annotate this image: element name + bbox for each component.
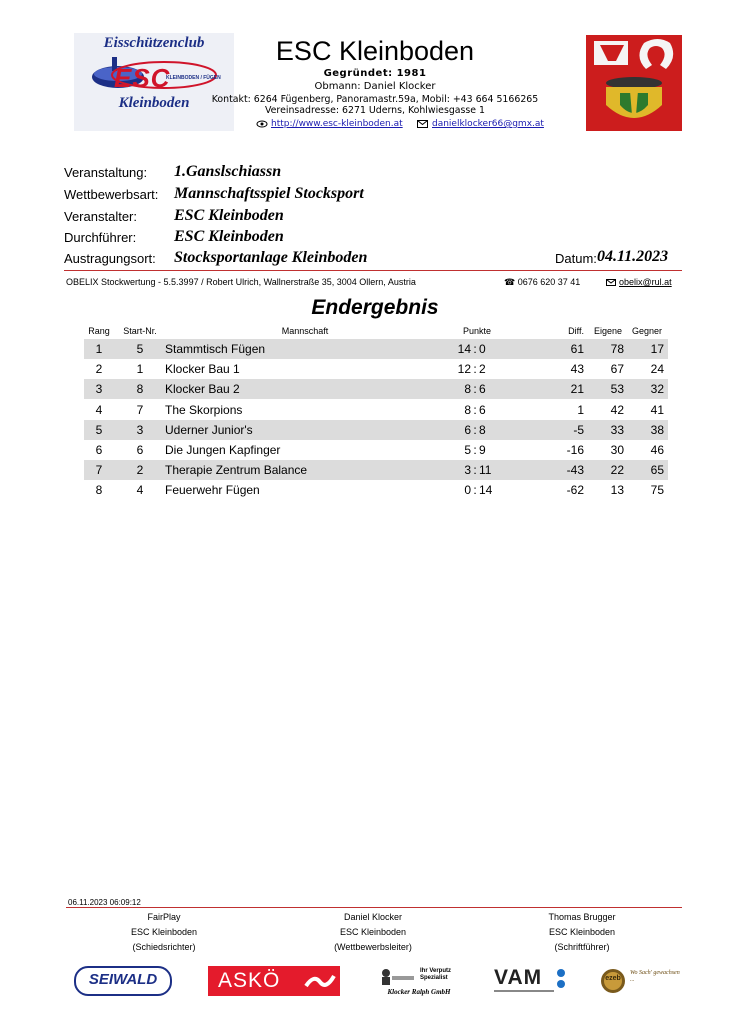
points-won-cell: 8 [464, 402, 471, 417]
signature-referee [74, 910, 254, 955]
email-text: danielklocker66@gmx.at [432, 119, 544, 129]
table-row [84, 400, 668, 420]
rank-cell: 4 [95, 402, 103, 417]
sponsor-last-script: Wo Sach' gewachsen ... [630, 970, 680, 983]
col-team: Mannschaft [281, 326, 329, 336]
points-won-cell: 0 [464, 483, 471, 498]
opponent-score-cell: 38 [650, 422, 664, 437]
sig-role: (Wettbewerbsleiter) [334, 942, 412, 952]
own-score-cell: 78 [610, 342, 624, 356]
points-lost-cell: 14 [479, 483, 493, 498]
points-separator: : [473, 422, 477, 437]
sig-name: Thomas Brugger [548, 912, 616, 922]
crest-emblem-icon [586, 35, 682, 131]
own-score-cell: 42 [610, 402, 624, 417]
sponsor-last-logo [600, 966, 682, 996]
sig-name: Daniel Klocker [343, 912, 403, 922]
points-lost-cell: 8 [479, 422, 486, 437]
software-email-text: obelix@rul.at [619, 277, 672, 287]
diff-cell: -16 [566, 443, 584, 457]
sponsor-vam-logo [492, 966, 572, 996]
askoe-swoosh-icon [304, 972, 336, 990]
signature-leader [283, 910, 463, 955]
logo-badge: ESC [114, 63, 171, 93]
diff-cell: -62 [566, 483, 584, 498]
sponsor-verputz-top: Ihr Verputz Spezialist [420, 968, 452, 981]
table-row [84, 339, 668, 359]
points-won-cell: 14 [457, 342, 471, 356]
datum-label: Datum: [555, 251, 597, 266]
austragungsort-label: Austragungsort: [64, 251, 156, 266]
sig-club: ESC Kleinboden [339, 927, 407, 937]
start-number-cell: 4 [136, 483, 144, 498]
durchfuehrer-value: ESC Kleinboden [174, 228, 284, 245]
table-row [84, 359, 668, 379]
rank-cell: 7 [95, 463, 103, 478]
veranstalter-value: ESC Kleinboden [174, 207, 284, 224]
diff-cell: -5 [573, 422, 584, 437]
vam-underline [494, 990, 554, 992]
opponent-score-cell: 17 [650, 342, 664, 356]
logo-club-place: Kleinboden [118, 95, 190, 111]
rank-cell: 6 [95, 443, 103, 457]
veranstalter-label: Veranstalter: [64, 209, 137, 224]
points-lost-cell: 6 [479, 402, 486, 417]
sig-role: (Schiedsrichter) [132, 942, 196, 952]
table-row [84, 420, 668, 440]
plasterer-figure-icon [376, 968, 416, 986]
veranstaltung-value: 1.Ganslschiassn [174, 163, 282, 180]
start-number-cell: 2 [136, 463, 144, 478]
wettbewerbsart-value: Mannschaftsspiel Stocksport [174, 185, 364, 202]
points-separator: : [473, 402, 477, 417]
start-number-cell: 8 [136, 382, 144, 397]
points-separator: : [473, 463, 477, 478]
col-start: Start-Nr. [123, 326, 157, 336]
wettbewerbsart-label: Wettbewerbsart: [64, 187, 159, 202]
divider [64, 270, 682, 271]
sponsor-last-badge-text: ezeb [605, 975, 621, 982]
points-separator: : [473, 483, 477, 498]
kontakt-text: Kontakt: 6264 Fügenberg, Panoramastr.59a, Mobil: +43 664 5166265 [211, 94, 539, 105]
points-separator: : [473, 382, 477, 397]
logo-sub: KLEINBODEN / FÜGEN [166, 75, 221, 81]
points-lost-cell: 9 [479, 443, 486, 457]
rank-cell: 1 [95, 342, 103, 356]
website-text: http://www.esc-kleinboden.at [271, 119, 403, 129]
durchfuehrer-label: Durchführer: [64, 230, 137, 245]
envelope-icon [417, 120, 428, 128]
own-score-cell: 53 [610, 382, 624, 397]
print-timestamp: 06.11.2023 06:09:12 [68, 898, 141, 907]
vereinsadresse-text: Vereinsadresse: 6271 Uderns, Kohlwiesgasse 1 [264, 105, 486, 116]
points-won-cell: 3 [464, 463, 471, 478]
team-cell: Klocker Bau 2 [165, 382, 240, 397]
points-separator: : [473, 362, 477, 377]
own-score-cell: 33 [610, 422, 624, 437]
team-cell: Die Jungen Kapfinger [165, 443, 281, 457]
diff-cell: -43 [566, 463, 584, 478]
points-won-cell: 8 [464, 382, 471, 397]
sponsor-askoe-text: ASKÖ [218, 969, 281, 992]
opponent-score-cell: 65 [650, 463, 664, 478]
diff-cell: 21 [570, 382, 584, 397]
veranstaltung-label: Veranstaltung: [64, 165, 148, 180]
datum-value: 04.11.2023 [597, 248, 669, 265]
own-score-cell: 22 [610, 463, 624, 478]
footer-divider [66, 907, 682, 908]
opponent-score-cell: 41 [650, 402, 664, 417]
signature-secretary [492, 910, 672, 955]
phone-icon: ☎ [504, 277, 516, 287]
team-cell: Therapie Zentrum Balance [165, 463, 308, 478]
sig-role: (Schriftführer) [554, 942, 610, 952]
own-score-cell: 30 [610, 443, 624, 457]
team-cell: The Skorpions [165, 402, 243, 417]
points-won-cell: 12 [457, 362, 471, 377]
start-number-cell: 7 [136, 402, 144, 417]
points-lost-cell: 2 [479, 362, 486, 377]
envelope-icon [606, 279, 616, 286]
col-gegner: Gegner [631, 326, 663, 336]
obmann-text: Obmann: Daniel Klocker [314, 81, 436, 92]
logo-club-name: Eisschützenclub [103, 35, 205, 51]
start-number-cell: 6 [136, 443, 144, 457]
team-cell: Klocker Bau 1 [165, 362, 240, 377]
opponent-score-cell: 24 [650, 362, 664, 377]
col-rang: Rang [88, 326, 110, 336]
diff-cell: 43 [570, 362, 584, 377]
opponent-score-cell: 75 [650, 483, 664, 498]
sponsor-verputz-logo [372, 966, 464, 996]
sponsor-seiwald-text: SEIWALD [88, 971, 158, 988]
points-lost-cell: 0 [479, 342, 486, 356]
software-phone [504, 277, 580, 288]
team-cell: Uderner Junior's [165, 422, 253, 437]
software-credit: OBELIX Stockwertung - 5.5.3997 / Robert Ulrich, Wallnerstraße 35, 3004 Ollern, Austria [66, 277, 416, 287]
own-score-cell: 67 [610, 362, 624, 377]
rank-cell: 8 [95, 483, 103, 498]
opponent-score-cell: 32 [650, 382, 664, 397]
table-row [84, 460, 668, 480]
software-email[interactable] [606, 277, 672, 287]
sponsor-vam-text: VAM [494, 966, 543, 989]
table-row [84, 480, 668, 500]
sig-club: ESC Kleinboden [130, 927, 198, 937]
rank-cell: 5 [95, 422, 103, 437]
phone-number: 0676 620 37 41 [517, 277, 581, 287]
points-won-cell: 5 [464, 443, 471, 457]
team-cell: Feuerwehr Fügen [165, 483, 260, 498]
diff-cell: 61 [570, 342, 584, 356]
col-eigene: Eigene [593, 326, 623, 336]
own-score-cell: 13 [610, 483, 624, 498]
start-number-cell: 5 [136, 342, 144, 356]
start-number-cell: 3 [136, 422, 144, 437]
points-lost-cell: 6 [479, 382, 486, 397]
vam-dots-icon [554, 969, 568, 989]
austragungsort-value: Stocksportanlage Kleinboden [174, 249, 368, 266]
eye-icon [256, 120, 268, 128]
sponsor-verputz-bottom: Klocker Ralph GmbH [387, 988, 451, 996]
col-punkte: Punkte [462, 326, 492, 336]
diff-cell: 1 [577, 402, 584, 417]
rank-cell: 3 [95, 382, 103, 397]
sponsor-seiwald-logo [74, 966, 172, 996]
table-row [84, 379, 668, 399]
sponsor-askoe-logo [208, 966, 340, 996]
rank-cell: 2 [95, 362, 103, 377]
table-row [84, 440, 668, 460]
website-link[interactable] [256, 119, 403, 129]
sig-club: ESC Kleinboden [548, 927, 616, 937]
sig-name: FairPlay [147, 912, 181, 922]
points-won-cell: 6 [464, 422, 471, 437]
coat-of-arms [586, 35, 682, 131]
start-number-cell: 1 [136, 362, 144, 377]
results-title: Endergebnis [311, 296, 439, 319]
points-lost-cell: 11 [479, 463, 492, 478]
col-diff: Diff. [568, 326, 584, 336]
page-title: ESC Kleinboden [275, 36, 475, 66]
email-link[interactable] [417, 119, 544, 129]
opponent-score-cell: 46 [650, 443, 664, 457]
points-separator: : [473, 342, 477, 356]
team-cell: Stammtisch Fügen [165, 342, 266, 356]
points-separator: : [473, 443, 477, 457]
founded-text: Gegründet: 1981 [323, 68, 427, 79]
